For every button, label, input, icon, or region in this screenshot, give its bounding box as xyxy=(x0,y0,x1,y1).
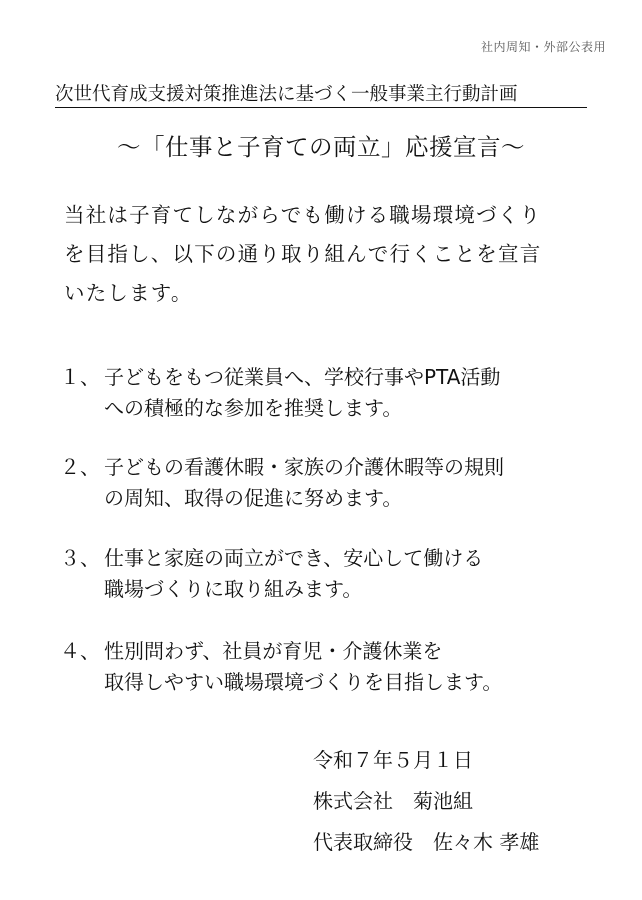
law-title: 次世代育成支援対策推進法に基づく一般事業主行動計画 xyxy=(55,80,587,108)
item-text-continued: 取得しやすい職場環境づくりを目指します。 xyxy=(104,670,503,694)
declaration-date: 令和７年５月１日 xyxy=(313,748,473,772)
item-text: 子どもをもつ従業員へ、学校行事やPTA活動 xyxy=(104,365,501,389)
declaration-title: ～「仕事と子育ての両立」応援宣言～ xyxy=(117,133,525,161)
commitment-item-4 xyxy=(60,636,502,698)
intro-paragraph xyxy=(64,196,541,313)
signature-block xyxy=(313,740,539,863)
item-number: １、 xyxy=(60,365,100,389)
item-text: 仕事と家庭の両立ができ、安心して働ける xyxy=(104,546,484,570)
item-number: ２、 xyxy=(60,455,100,479)
commitment-item-2 xyxy=(60,452,504,514)
item-number: ３、 xyxy=(60,546,100,570)
company-name: 株式会社 菊池組 xyxy=(313,789,473,813)
intro-line: 当社は子育てしながらでも働ける職場環境づくり xyxy=(64,203,542,227)
intro-line: いたします。 xyxy=(64,281,193,305)
commitment-item-1 xyxy=(60,362,500,424)
item-text-continued: 職場づくりに取り組みます。 xyxy=(104,577,363,601)
commitment-item-3 xyxy=(60,543,483,605)
distribution-note: 社内周知・外部公表用 xyxy=(480,40,606,54)
item-text-continued: への積極的な参加を推奨します。 xyxy=(104,396,403,420)
item-text-continued: の周知、取得の促進に努めます。 xyxy=(104,486,403,510)
item-number: ４、 xyxy=(60,639,100,663)
intro-line: を目指し、以下の通り取り組んで行くことを宣言 xyxy=(64,242,542,266)
item-text: 子どもの看護休暇・家族の介護休暇等の規則 xyxy=(104,455,504,479)
representative-name: 代表取締役 佐々木 孝雄 xyxy=(313,830,540,854)
item-text: 性別問わず、社員が育児・介護休業を xyxy=(104,639,443,663)
